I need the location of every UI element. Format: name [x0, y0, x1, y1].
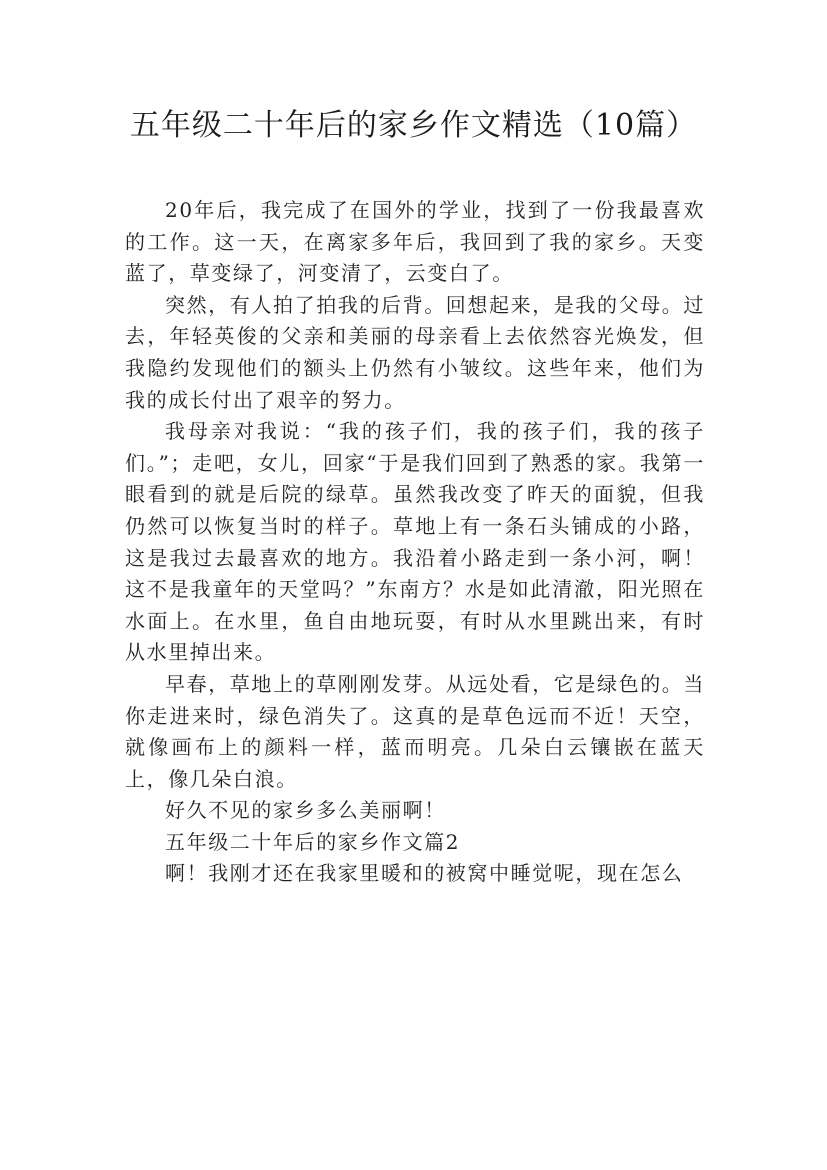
- paragraph: 我母亲对我说：“我的孩子们，我的孩子们，我的孩子们。”；走吧，女儿，回家“于是我们回到了熟悉的家。我第一眼看到的就是后院的绿草。虽然我改变了昨天的面貌，但我仍然可以恢复当时的样子。草地上有一条石头铺成的小路，这是我过去最喜欢的地方。我沿着小路走到一条小河，啊！这不是我童年的天堂吗？”东南方？水是如此清澈，阳光照在水面上。在水里，鱼自由地玩耍，有时从水里跳出来，有时从水里掉出来。: [125, 419, 705, 665]
- paragraph: 啊！我刚才还在我家里暖和的被窝中睡觉呢，现在怎么: [165, 861, 684, 886]
- paragraph: 好久不见的家乡多么美丽啊！: [165, 798, 446, 823]
- section-heading: 五年级二十年后的家乡作文篇2: [165, 829, 461, 854]
- document-body: [125, 195, 705, 890]
- paragraph: 早春，草地上的草刚刚发芽。从远处看，它是绿色的。当你走进来时，绿色消失了。这真的是草色远而不近！天空，就像画布上的颜料一样，蓝而明亮。几朵白云镶嵌在蓝天上，像几朵白浪。: [125, 671, 705, 791]
- paragraph: 20年后，我完成了在国外的学业，找到了一份我最喜欢的工作。这一天，在离家多年后，我回到了我的家乡。天变蓝了，草变绿了，河变清了，云变白了。: [125, 198, 705, 286]
- document-title: 五年级二十年后的家乡作文精选（10篇）: [129, 108, 698, 143]
- paragraph: 突然，有人拍了拍我的后背。回想起来，是我的父母。过去，年轻英俊的父亲和美丽的母亲看上去依然容光焕发，但我隐约发现他们的额头上仍然有小皱纹。这些年来，他们为我的成长付出了艰辛的努力。: [125, 292, 705, 412]
